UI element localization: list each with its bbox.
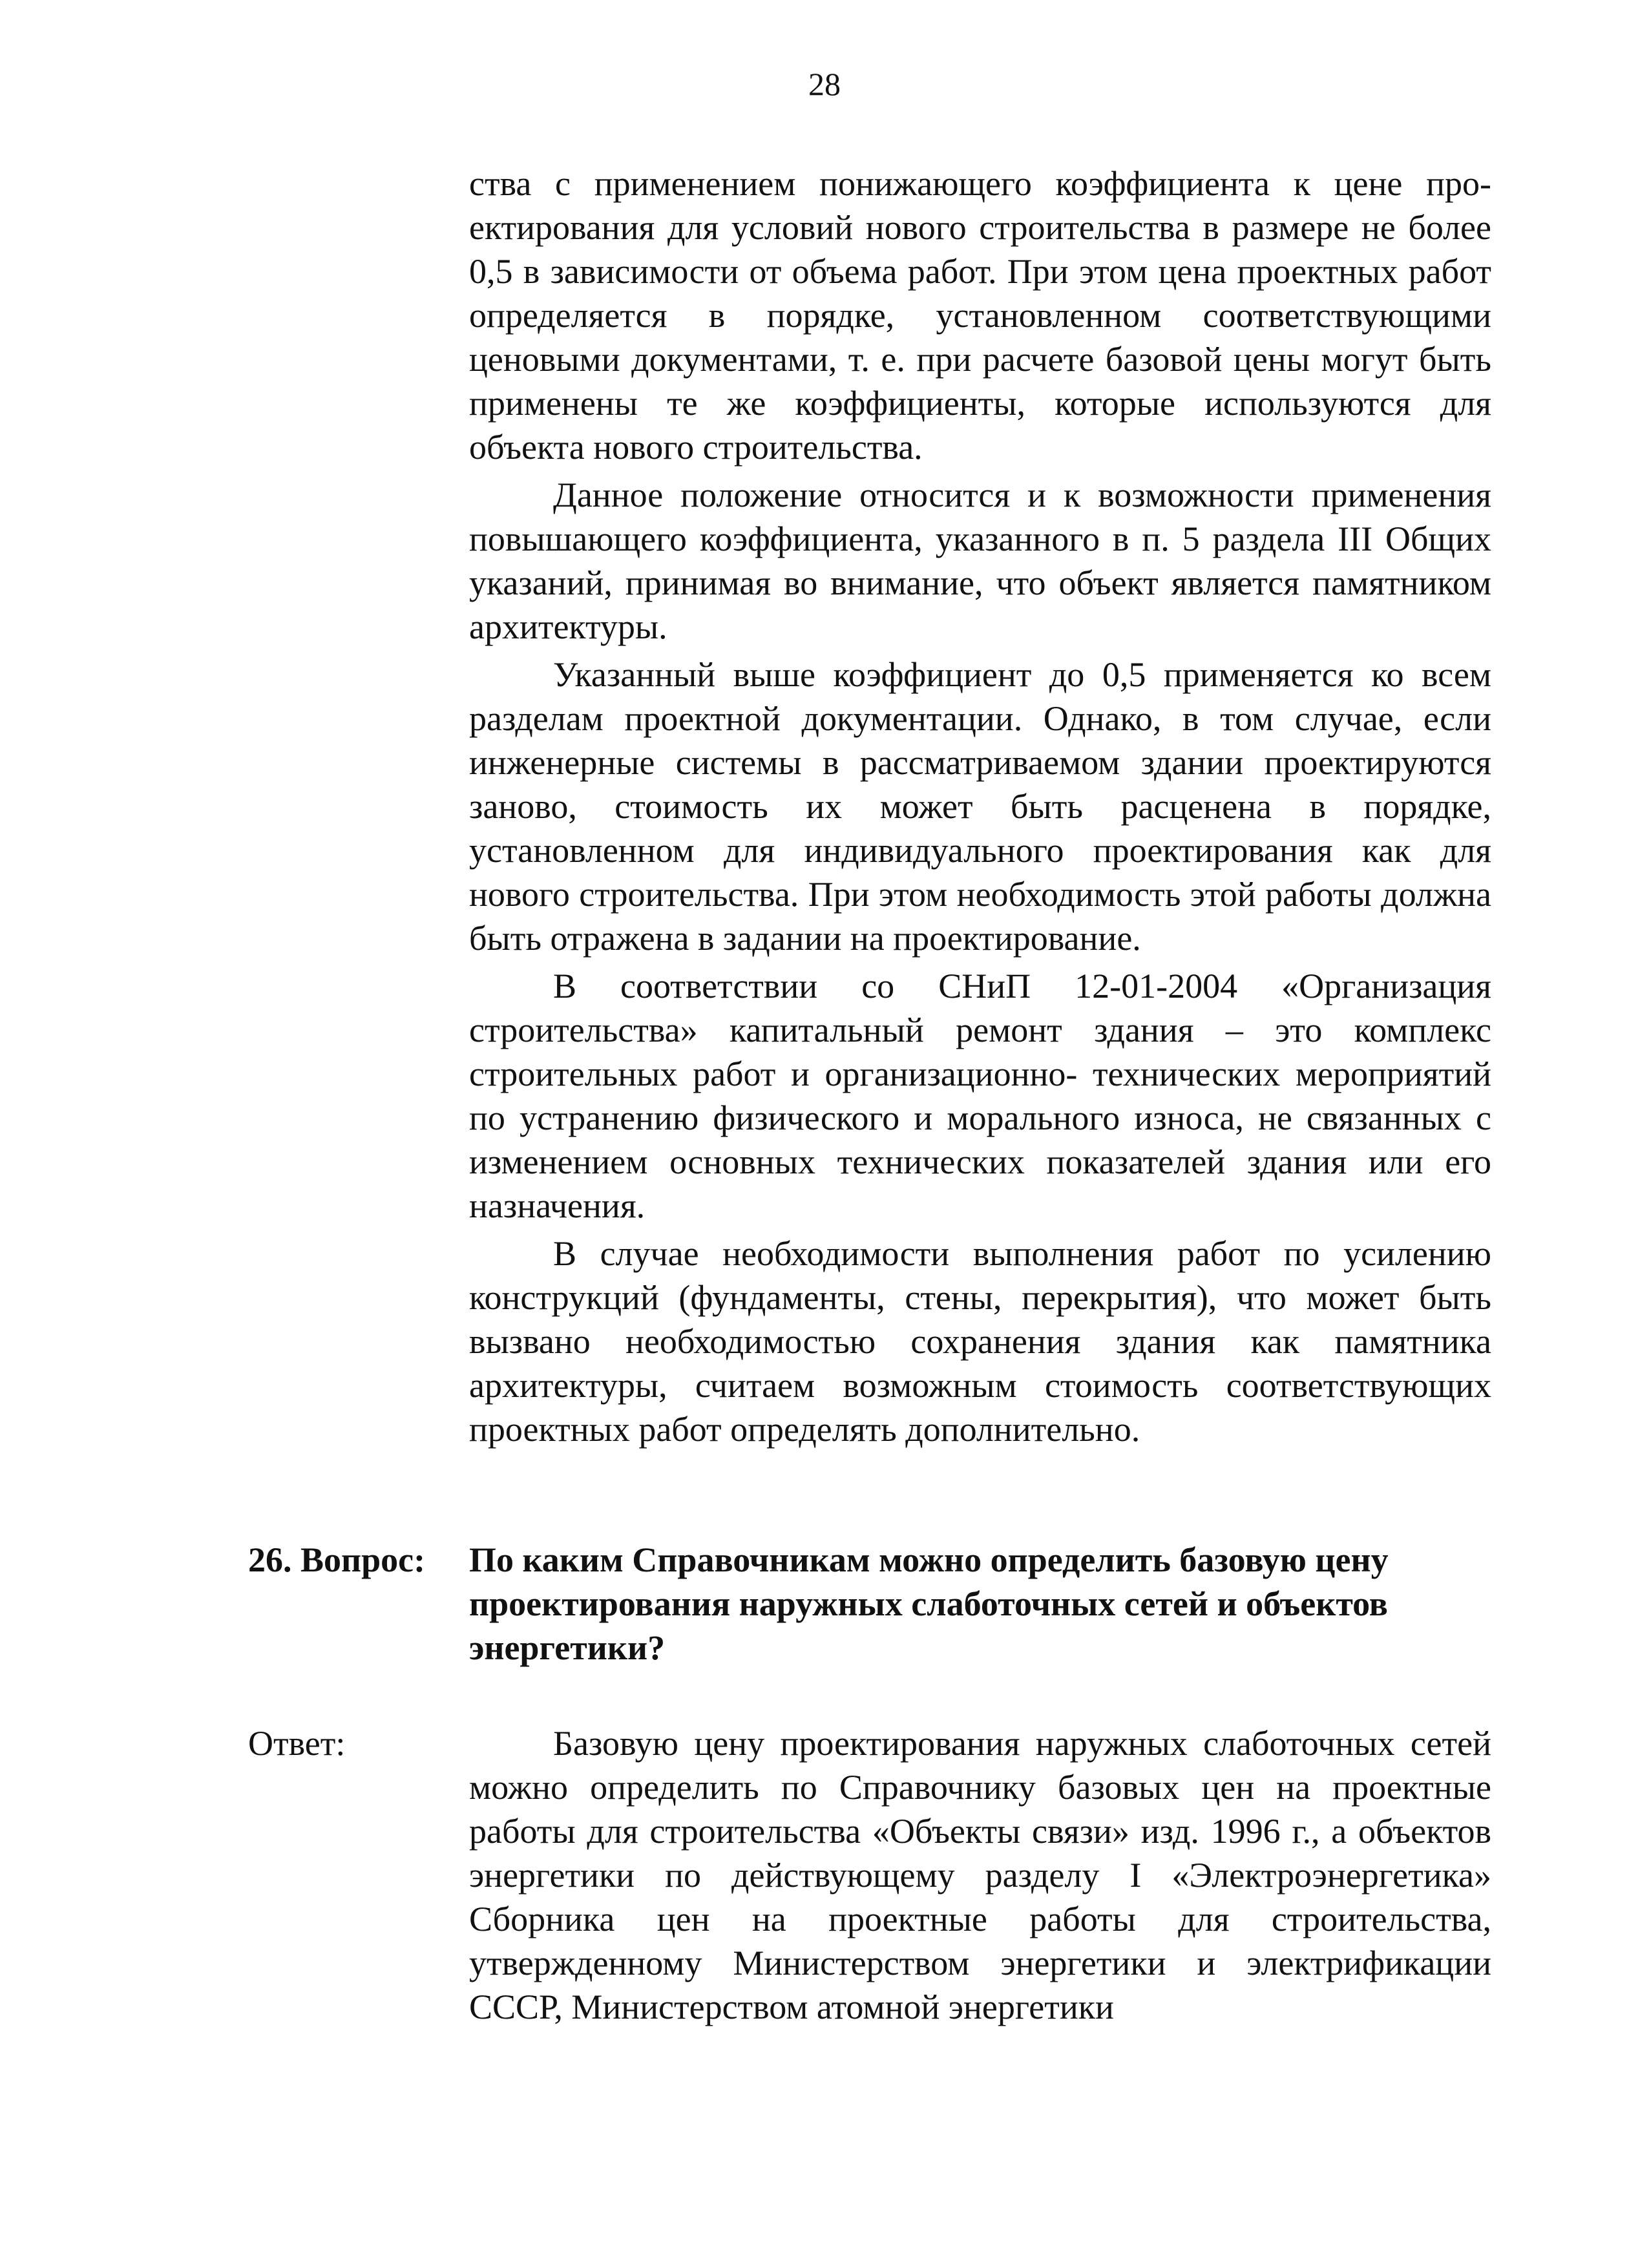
question-label: 26. Вопрос: (248, 1540, 426, 1579)
paragraph-coefficient-scope: Указанный выше коэффициент до 0,5 применяется ко всем разделам проектной документации. Однако, в том случае, если инженерные системы в рассматриваемом здании проектируются заново, стоимость их может быть расценена в порядке, установленном для индивидуального проектирования как для нового строительства. При этом необходимость этой работы должна быть отражена в задании на проектирование. (469, 655, 1491, 958)
paragraph-reinforcement: В случае необходимости выполнения работ по усилению конструкций (фундаменты, стены, перекрытия), что может быть вызвано необходимостью сохранения здания как памятника архитектуры, считаем возможным стоимость соответствующих проектных работ определять дополнительно. (469, 1234, 1491, 1449)
paragraph-continuation: ства с применением понижающего коэффициента к цене проектирования для условий нового строительства в размере не более 0,5 в зависимости от объема работ. При этом цена проектных работ определяется в порядке, установленном соответствующими ценовыми документами, т. е. при расчете базовой цены могут быть применены те же коэффициенты, которые используются для объекта нового строительства. (469, 164, 1491, 467)
paragraph-snip-definition: В соответствии со СНиП 12-01-2004 «Организация строительства» капитальный ремонт здания – это комплекс строительных работ и организационно- технических мероприятий по устранению физического и морального износа, не связанных с изменением основных технических показателей здания или его назначения. (469, 967, 1491, 1225)
question-text: По каким Справочникам можно определить базовую цену проектирования наружных слаботочных сетей и объектов энергетики? (469, 1540, 1389, 1667)
answer-label: Ответ: (248, 1724, 346, 1763)
answer-block (469, 1721, 1491, 2033)
body-text (469, 162, 1491, 1455)
page-number: 28 (808, 66, 841, 102)
answer-text: Базовую цену проектирования наружных слаботочных сетей можно определить по Справочнику базовых цен на проектные работы для строительства «Объекты связи» изд. 1996 г., а объектов энергетики по действующему разделу I «Электроэнергетика» Сборника цен на проектные работы для строительства, утвержденному Министерством энергетики и электрификации СССР, Министерством атомной энергетики (469, 1724, 1491, 2026)
paragraph-coefficient-increase: Данное положение относится и к возможности применения повышающего коэффициента, указанного в п. 5 раздела III Общих указаний, принимая во внимание, что объект является памятником архитектуры. (469, 476, 1491, 646)
